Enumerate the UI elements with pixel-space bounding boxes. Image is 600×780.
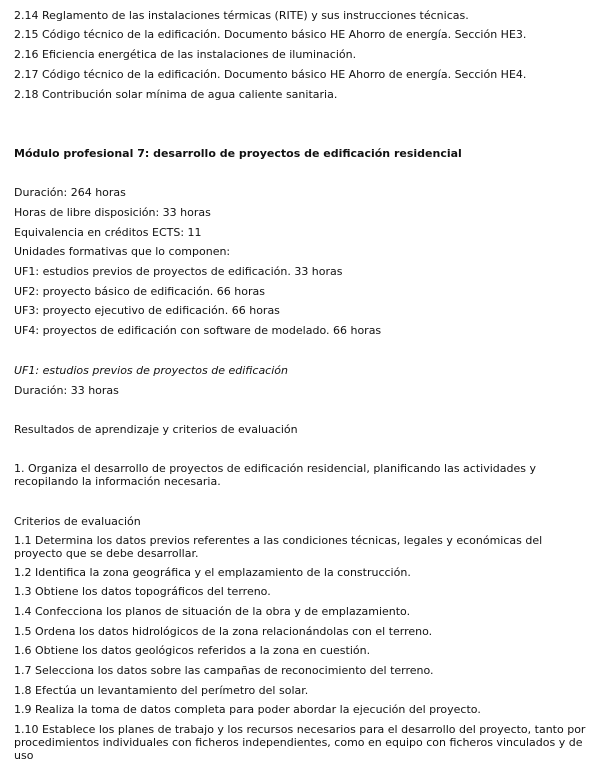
criteria-heading: Criterios de evaluación — [14, 515, 141, 528]
list-item: 2.17 Código técnico de la edificación. Documento básico HE Ahorro de energía. Sección HE4. — [14, 68, 527, 81]
unit-item: UF2: proyecto básico de edificación. 66 horas — [14, 285, 265, 298]
criterion-item: 1.9 Realiza la toma de datos completa para poder abordar la ejecución del proyecto. — [14, 703, 481, 716]
module-title: Módulo profesional 7: desarrollo de proyectos de edificación residencial — [14, 147, 462, 160]
list-item: 2.14 Reglamento de las instalaciones térmicas (RITE) y sus instrucciones técnicas. — [14, 9, 469, 22]
module-ects: Equivalencia en créditos ECTS: 11 — [14, 226, 202, 239]
criterion-item: 1.1 Determina los datos previos referentes a las condiciones técnicas, legales y económicas del proyecto que se debe desarrollar. — [14, 534, 543, 560]
criterion-item: 1.2 Identifica la zona geográfica y el emplazamiento de la construcción. — [14, 566, 411, 579]
criterion-item: 1.10 Establece los planes de trabajo y los recursos necesarios para el desarrollo del proyecto, tanto por procedimientos individuales con ficheros independientes, como en equipo con ficheros vinculados y de uso — [14, 723, 586, 762]
criterion-item: 1.3 Obtiene los datos topográficos del terreno. — [14, 585, 271, 598]
unit-item: UF3: proyecto ejecutivo de edificación. 66 horas — [14, 304, 280, 317]
criterion-item: 1.8 Efectúa un levantamiento del perímetro del solar. — [14, 684, 309, 697]
module-free-hours: Horas de libre disposición: 33 horas — [14, 206, 211, 219]
criterion-item: 1.4 Confecciona los planos de situación de la obra y de emplazamiento. — [14, 605, 411, 618]
learning-result: 1. Organiza el desarrollo de proyectos de edificación residencial, planificando las actividades y recopilando la información necesaria. — [14, 462, 536, 488]
criterion-item: 1.7 Selecciona los datos sobre las campañas de reconocimiento del terreno. — [14, 664, 434, 677]
list-item: 2.15 Código técnico de la edificación. Documento básico HE Ahorro de energía. Sección HE3. — [14, 28, 527, 41]
uf1-title: UF1: estudios previos de proyectos de edificación — [14, 364, 288, 377]
unit-item: UF4: proyectos de edificación con software de modelado. 66 horas — [14, 324, 382, 337]
uf1-duration: Duración: 33 horas — [14, 384, 119, 397]
module-duration: Duración: 264 horas — [14, 186, 126, 199]
module-units-heading: Unidades formativas que lo componen: — [14, 245, 231, 258]
list-item: 2.18 Contribución solar mínima de agua caliente sanitaria. — [14, 88, 338, 101]
unit-item: UF1: estudios previos de proyectos de edificación. 33 horas — [14, 265, 343, 278]
list-item: 2.16 Eficiencia energética de las instalaciones de iluminación. — [14, 48, 357, 61]
results-heading: Resultados de aprendizaje y criterios de evaluación — [14, 423, 298, 436]
criterion-item: 1.6 Obtiene los datos geológicos referidos a la zona en cuestión. — [14, 644, 371, 657]
criterion-item: 1.5 Ordena los datos hidrológicos de la zona relacionándolas con el terreno. — [14, 625, 433, 638]
